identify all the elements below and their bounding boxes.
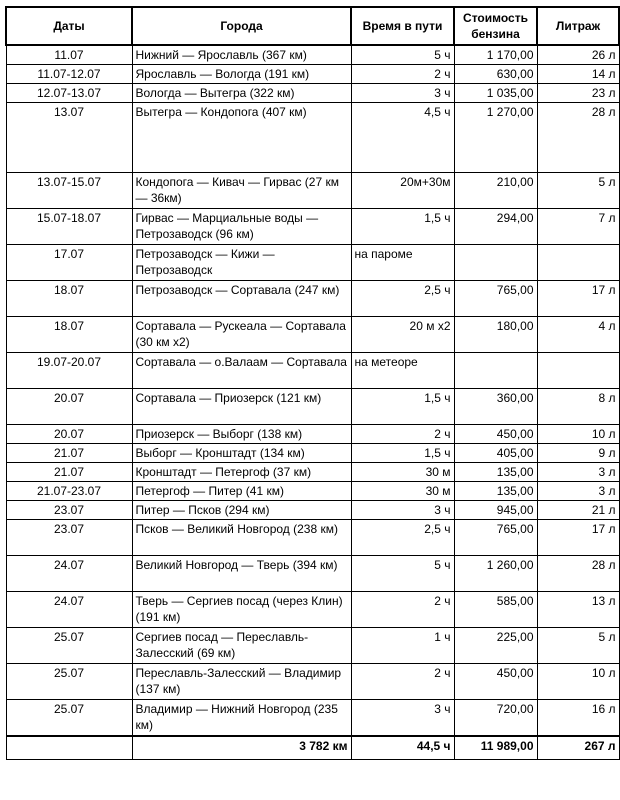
route-cell: Нижний — Ярославль (367 км) <box>132 45 351 65</box>
liters-cell <box>537 245 619 281</box>
liters-cell: 13 л <box>537 592 619 628</box>
liters-cell: 5 л <box>537 173 619 209</box>
table-row <box>6 317 620 353</box>
travel-time-cell: 5 ч <box>351 45 454 65</box>
route-cell: Сортавала — Рускеала — Сортавала (30 км х2) <box>132 317 351 353</box>
liters-cell: 14 л <box>537 65 619 84</box>
date-cell: 12.07-13.07 <box>6 84 132 103</box>
travel-time-cell: 30 м <box>351 482 454 501</box>
table-row <box>6 425 620 444</box>
table-row <box>6 245 620 281</box>
fuel-cost-cell: 135,00 <box>454 463 537 482</box>
travel-time-cell: 2,5 ч <box>351 520 454 556</box>
date-cell: 17.07 <box>6 245 132 281</box>
table-row <box>6 592 620 628</box>
header-cities: Города <box>132 7 351 45</box>
liters-cell: 10 л <box>537 664 619 700</box>
fuel-cost-cell: 765,00 <box>454 520 537 556</box>
header-fuel-cost: Стоимость бензина <box>454 7 537 45</box>
totals-time: 44,5 ч <box>351 736 454 760</box>
travel-time-cell: 3 ч <box>351 501 454 520</box>
travel-time-cell: 2 ч <box>351 425 454 444</box>
travel-time-cell: 1 ч <box>351 628 454 664</box>
liters-cell: 5 л <box>537 628 619 664</box>
route-cell: Петрозаводск — Сортавала (247 км) <box>132 281 351 317</box>
liters-cell: 28 л <box>537 103 619 173</box>
table-row <box>6 482 620 501</box>
travel-time-cell: 1,5 ч <box>351 389 454 425</box>
date-cell: 19.07-20.07 <box>6 353 132 389</box>
liters-cell: 4 л <box>537 317 619 353</box>
route-cell: Ярославль — Вологда (191 км) <box>132 65 351 84</box>
date-cell: 25.07 <box>6 664 132 700</box>
liters-cell <box>537 353 619 389</box>
date-cell: 21.07 <box>6 463 132 482</box>
date-cell: 25.07 <box>6 700 132 736</box>
fuel-cost-cell: 360,00 <box>454 389 537 425</box>
header-travel-time: Время в пути <box>351 7 454 45</box>
route-cell: Кронштадт — Петергоф (37 км) <box>132 463 351 482</box>
fuel-cost-cell <box>454 245 537 281</box>
liters-cell: 7 л <box>537 209 619 245</box>
travel-time-cell: 20 м х2 <box>351 317 454 353</box>
fuel-cost-cell: 630,00 <box>454 65 537 84</box>
table-row <box>6 556 620 592</box>
date-cell: 24.07 <box>6 556 132 592</box>
date-cell: 24.07 <box>6 592 132 628</box>
liters-cell: 3 л <box>537 463 619 482</box>
route-cell: Сергиев посад — Переславль-Залесский (69 км) <box>132 628 351 664</box>
header-dates: Даты <box>6 7 132 45</box>
fuel-cost-cell: 1 170,00 <box>454 45 537 65</box>
table-row <box>6 463 620 482</box>
table-row <box>6 65 620 84</box>
travel-time-cell: на пароме <box>351 245 454 281</box>
route-cell: Питер — Псков (294 км) <box>132 501 351 520</box>
table-row <box>6 520 620 556</box>
route-cell: Выборг — Кронштадт (134 км) <box>132 444 351 463</box>
table-row <box>6 353 620 389</box>
travel-time-cell: 20м+30м <box>351 173 454 209</box>
travel-time-cell: на метеоре <box>351 353 454 389</box>
table-row <box>6 664 620 700</box>
travel-time-cell: 2,5 ч <box>351 281 454 317</box>
table-row <box>6 389 620 425</box>
table-row <box>6 628 620 664</box>
fuel-cost-cell: 210,00 <box>454 173 537 209</box>
fuel-cost-cell: 1 270,00 <box>454 103 537 173</box>
table-row <box>6 173 620 209</box>
route-cell: Сортавала — о.Валаам — Сортавала <box>132 353 351 389</box>
liters-cell: 23 л <box>537 84 619 103</box>
route-cell: Кондопога — Кивач — Гирвас (27 км — 36км) <box>132 173 351 209</box>
date-cell: 23.07 <box>6 520 132 556</box>
date-cell: 21.07 <box>6 444 132 463</box>
liters-cell: 9 л <box>537 444 619 463</box>
route-cell: Петрозаводск — Кижи — Петрозаводск <box>132 245 351 281</box>
table-row <box>6 444 620 463</box>
route-cell: Великий Новгород — Тверь (394 км) <box>132 556 351 592</box>
table-row <box>6 501 620 520</box>
header-row <box>6 7 620 45</box>
fuel-cost-cell: 1 035,00 <box>454 84 537 103</box>
route-cell: Владимир — Нижний Новгород (235 км) <box>132 700 351 736</box>
date-cell: 15.07-18.07 <box>6 209 132 245</box>
fuel-cost-cell: 294,00 <box>454 209 537 245</box>
date-cell: 18.07 <box>6 317 132 353</box>
liters-cell: 26 л <box>537 45 619 65</box>
travel-time-cell: 3 ч <box>351 700 454 736</box>
table-row <box>6 103 620 173</box>
fuel-cost-cell: 720,00 <box>454 700 537 736</box>
liters-cell: 8 л <box>537 389 619 425</box>
route-cell: Псков — Великий Новгород (238 км) <box>132 520 351 556</box>
date-cell: 20.07 <box>6 389 132 425</box>
liters-cell: 10 л <box>537 425 619 444</box>
date-cell: 25.07 <box>6 628 132 664</box>
totals-distance: 3 782 км <box>132 736 351 760</box>
route-cell: Вытегра — Кондопога (407 км) <box>132 103 351 173</box>
fuel-cost-cell: 1 260,00 <box>454 556 537 592</box>
liters-cell: 17 л <box>537 520 619 556</box>
liters-cell: 16 л <box>537 700 619 736</box>
liters-cell: 21 л <box>537 501 619 520</box>
route-cell: Петергоф — Питер (41 км) <box>132 482 351 501</box>
totals-row <box>6 736 620 760</box>
date-cell: 18.07 <box>6 281 132 317</box>
liters-cell: 3 л <box>537 482 619 501</box>
route-cell: Вологда — Вытегра (322 км) <box>132 84 351 103</box>
totals-date-cell <box>6 736 132 760</box>
route-cell: Переславль-Залесский — Владимир (137 км) <box>132 664 351 700</box>
fuel-cost-cell: 585,00 <box>454 592 537 628</box>
travel-time-cell: 5 ч <box>351 556 454 592</box>
travel-time-cell: 3 ч <box>351 84 454 103</box>
travel-time-cell: 2 ч <box>351 592 454 628</box>
fuel-cost-cell: 180,00 <box>454 317 537 353</box>
totals-cost: 11 989,00 <box>454 736 537 760</box>
fuel-cost-cell: 135,00 <box>454 482 537 501</box>
table-row <box>6 281 620 317</box>
fuel-cost-cell <box>454 353 537 389</box>
liters-cell: 28 л <box>537 556 619 592</box>
fuel-cost-cell: 405,00 <box>454 444 537 463</box>
route-cell: Тверь — Сергиев посад (через Клин) (191 км) <box>132 592 351 628</box>
date-cell: 11.07-12.07 <box>6 65 132 84</box>
table-row <box>6 84 620 103</box>
travel-time-cell: 30 м <box>351 463 454 482</box>
date-cell: 13.07-15.07 <box>6 173 132 209</box>
travel-time-cell: 1,5 ч <box>351 444 454 463</box>
travel-time-cell: 2 ч <box>351 65 454 84</box>
travel-time-cell: 2 ч <box>351 664 454 700</box>
date-cell: 21.07-23.07 <box>6 482 132 501</box>
date-cell: 23.07 <box>6 501 132 520</box>
table-row <box>6 700 620 736</box>
date-cell: 13.07 <box>6 103 132 173</box>
route-cell: Сортавала — Приозерск (121 км) <box>132 389 351 425</box>
header-liters: Литраж <box>537 7 619 45</box>
fuel-cost-cell: 225,00 <box>454 628 537 664</box>
liters-cell: 17 л <box>537 281 619 317</box>
travel-time-cell: 4,5 ч <box>351 103 454 173</box>
fuel-cost-cell: 765,00 <box>454 281 537 317</box>
table-row <box>6 45 620 65</box>
travel-time-cell: 1,5 ч <box>351 209 454 245</box>
fuel-cost-cell: 945,00 <box>454 501 537 520</box>
table-row <box>6 209 620 245</box>
fuel-cost-cell: 450,00 <box>454 664 537 700</box>
route-table <box>5 6 620 760</box>
date-cell: 20.07 <box>6 425 132 444</box>
route-cell: Гирвас — Марциальные воды — Петрозаводск (96 км) <box>132 209 351 245</box>
date-cell: 11.07 <box>6 45 132 65</box>
route-cell: Приозерск — Выборг (138 км) <box>132 425 351 444</box>
fuel-cost-cell: 450,00 <box>454 425 537 444</box>
totals-liters: 267 л <box>537 736 619 760</box>
